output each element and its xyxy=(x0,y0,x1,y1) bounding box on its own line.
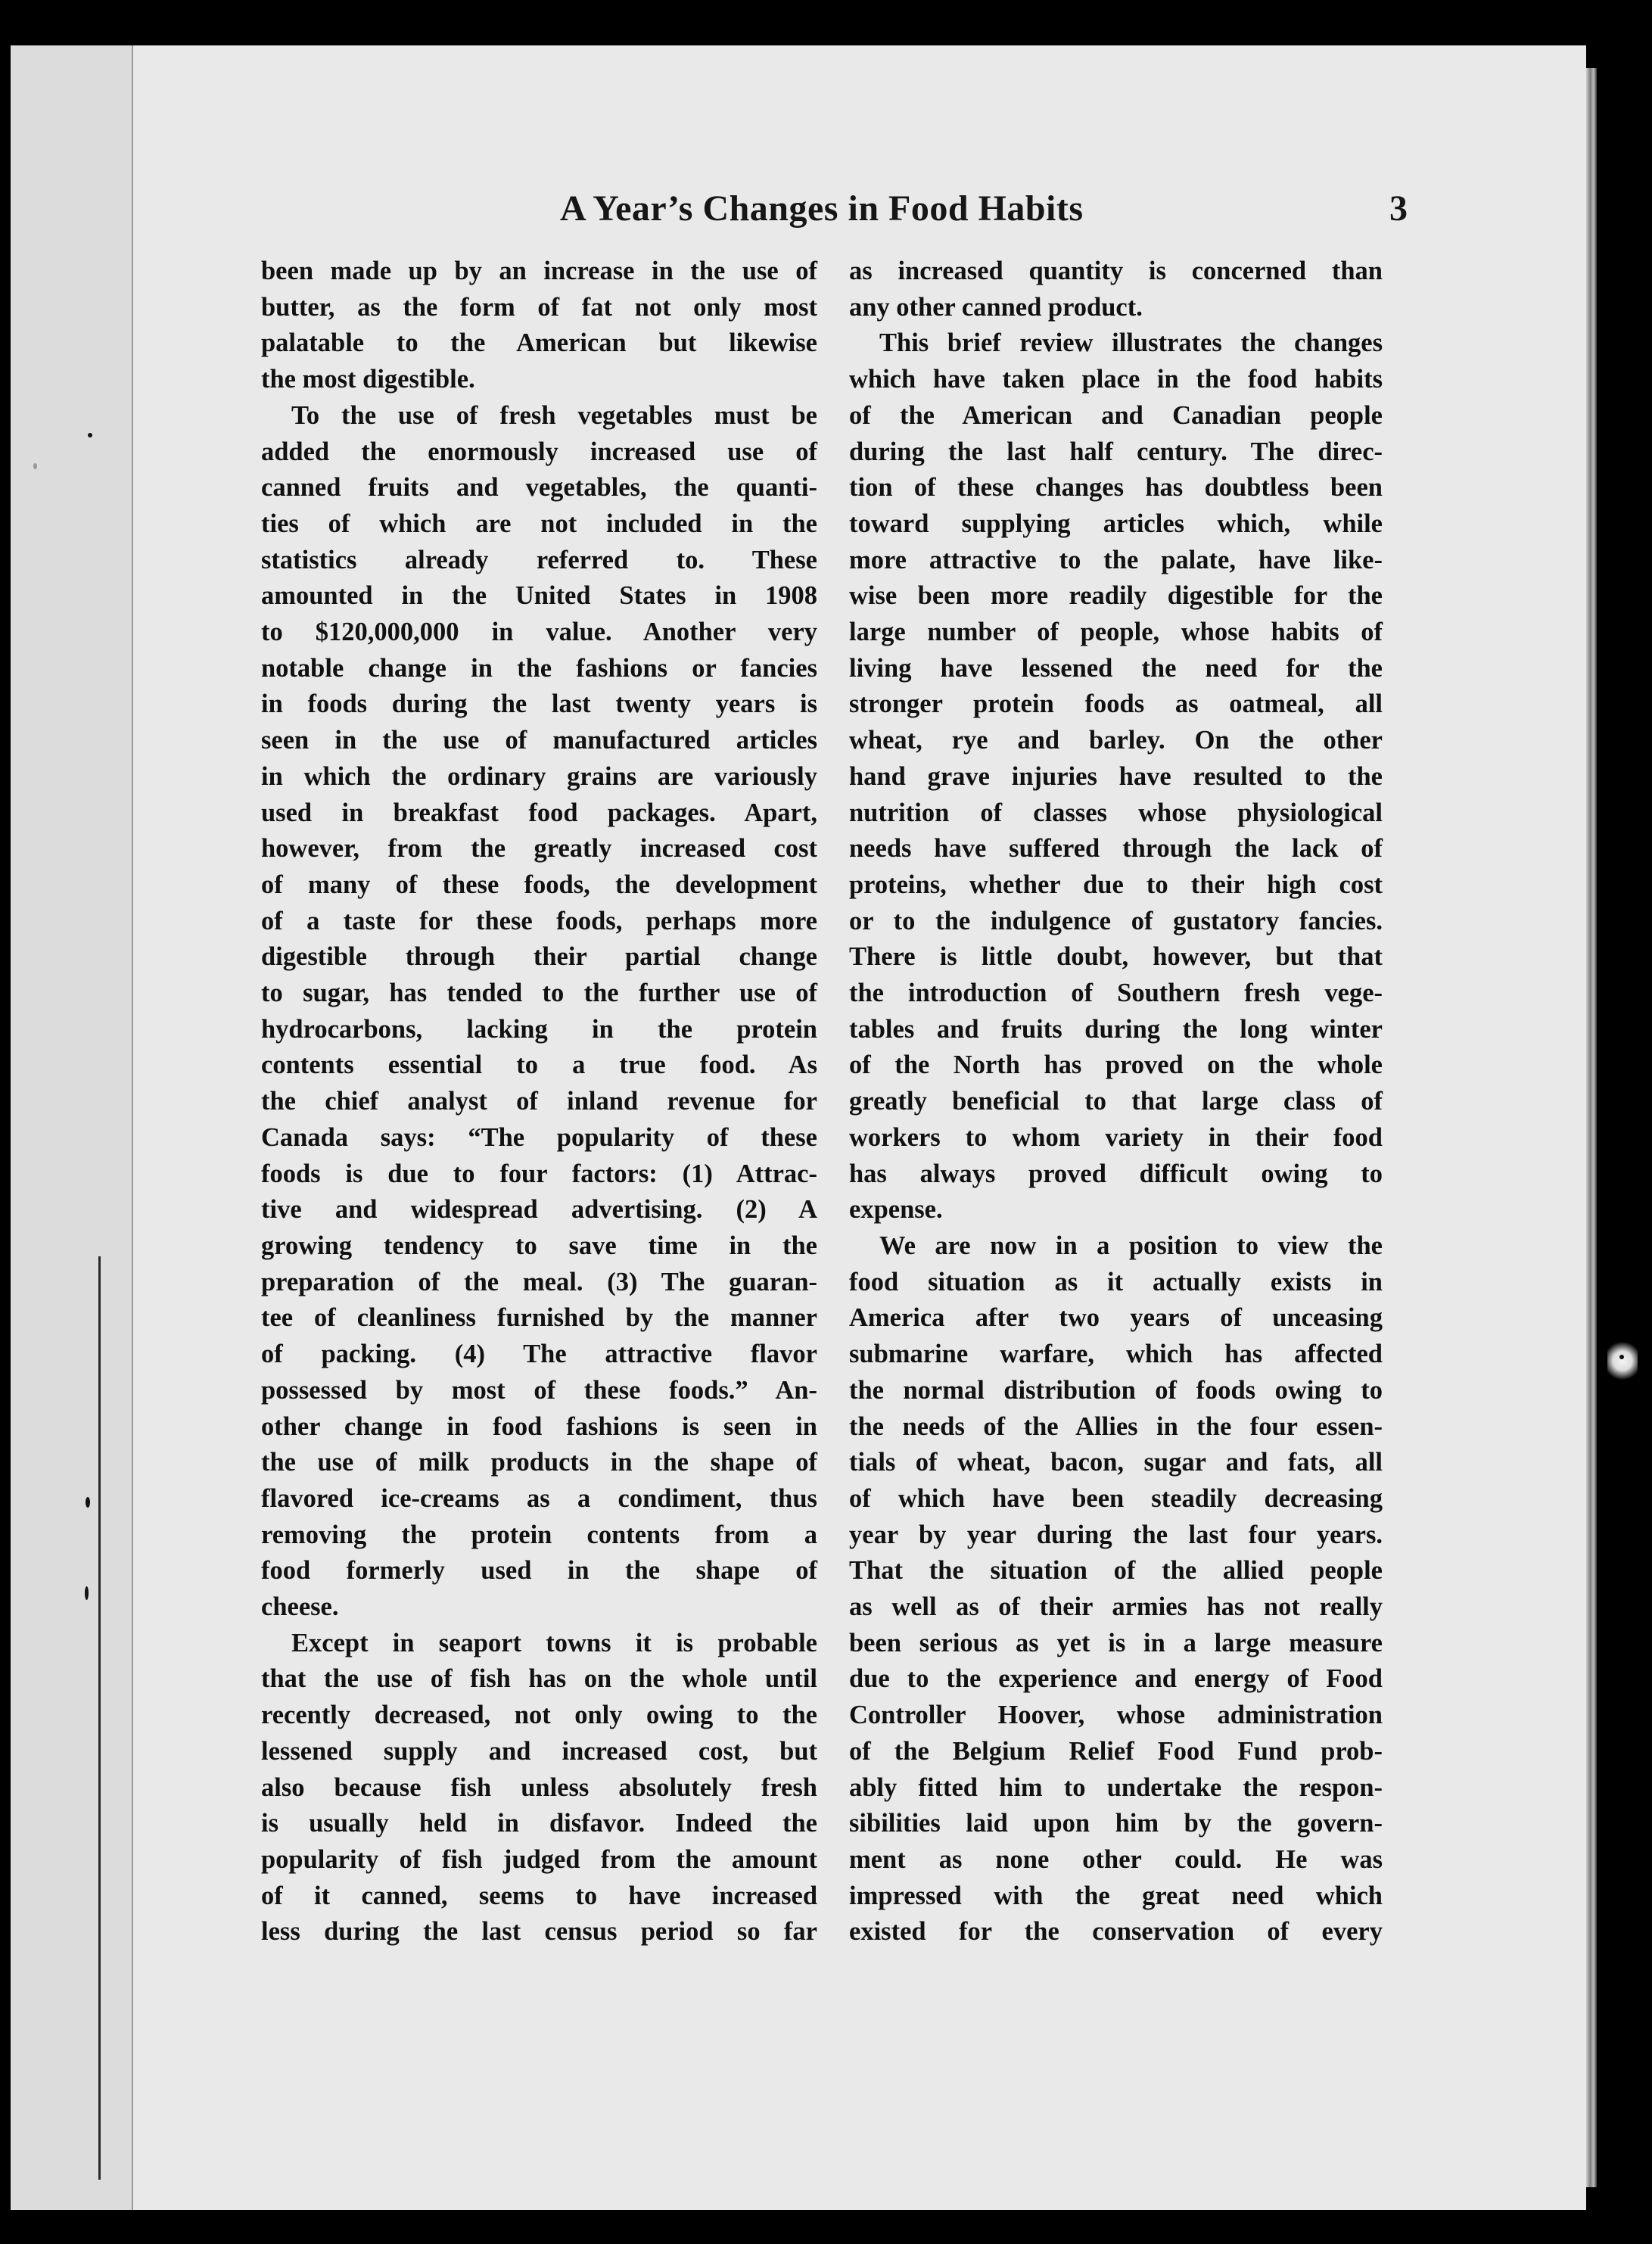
text-line: in foods during the last twenty years is xyxy=(261,689,817,719)
text-line: hydrocarbons, lacking in the protein xyxy=(261,1014,817,1044)
text-line: wise been more readily digestible for the xyxy=(849,581,1383,611)
text-line: tion of these changes has doubtless been xyxy=(849,473,1383,503)
text-line: living have lessened the need for the xyxy=(849,653,1383,683)
text-line: digestible through their partial change xyxy=(261,942,817,972)
text-line: during the last half century. The direc- xyxy=(849,437,1383,466)
text-line: foods is due to four factors: (1) Attrac- xyxy=(261,1159,817,1188)
text-line: of the American and Canadian people xyxy=(849,400,1383,430)
text-line: the introduction of Southern fresh vege- xyxy=(849,979,1383,1008)
text-line: the most digestible. xyxy=(261,365,475,394)
text-line: of it canned, seems to have increased xyxy=(261,1881,817,1910)
text-line: as well as of their armies has not really xyxy=(849,1592,1383,1622)
text-line: tials of wheat, bacon, sugar and fats, all xyxy=(849,1448,1383,1477)
scan-blot xyxy=(1607,1338,1638,1383)
text-line: more attractive to the palate, have like- xyxy=(849,545,1383,574)
text-line: has always proved difficult owing to xyxy=(849,1159,1383,1188)
text-line: of which have been steadily decreasing xyxy=(849,1483,1383,1513)
text-line: however, from the greatly increased cost xyxy=(261,834,817,864)
text-line: Controller Hoover, whose administration xyxy=(849,1701,1383,1730)
text-line: tee of cleanliness furnished by the manner xyxy=(261,1303,817,1333)
text-line: greatly beneficial to that large class of xyxy=(849,1087,1383,1116)
text-line: recently decreased, not only owing to the xyxy=(261,1701,817,1730)
text-line: removing the protein contents from a xyxy=(261,1520,817,1549)
text-line: canned fruits and vegetables, the quanti- xyxy=(261,473,817,503)
text-line: used in breakfast food packages. Apart, xyxy=(261,798,817,827)
text-line: submarine warfare, which has affected xyxy=(849,1340,1383,1369)
text-line: of the North has proved on the whole xyxy=(849,1050,1383,1080)
text-line: the chief analyst of inland revenue for xyxy=(261,1087,817,1116)
text-line: workers to whom variety in their food xyxy=(849,1122,1383,1152)
text-line: butter, as the form of fat not only most xyxy=(261,292,817,322)
text-line: due to the experience and energy of Food xyxy=(849,1664,1383,1694)
gutter-line xyxy=(98,1256,101,2180)
text-line: This brief review illustrates the changes xyxy=(879,328,1383,358)
text-line: food situation as it actually exists in xyxy=(849,1267,1383,1296)
text-line: expense. xyxy=(849,1195,943,1225)
text-line: year by year during the last four years. xyxy=(849,1520,1383,1549)
text-line: the use of milk products in the shape of xyxy=(261,1448,817,1477)
text-line: added the enormously increased use of xyxy=(261,437,817,466)
text-line: as increased quantity is concerned than xyxy=(849,257,1383,285)
text-line: existed for the conservation of every xyxy=(849,1917,1383,1947)
text-line: lessened supply and increased cost, but xyxy=(261,1736,817,1766)
text-line: ties of which are not included in the xyxy=(261,509,817,538)
text-line: notable change in the fashions or fancies xyxy=(261,653,817,683)
text-line: any other canned product. xyxy=(849,292,1143,322)
page-header xyxy=(424,188,1408,241)
text-line: wheat, rye and barley. On the other xyxy=(849,726,1383,755)
text-line: is usually held in disfavor. Indeed the xyxy=(261,1809,817,1838)
text-line: ment as none other could. He was xyxy=(849,1844,1383,1874)
text-line: impressed with the great need which xyxy=(849,1881,1383,1910)
text-line: of the Belgium Relief Food Fund prob- xyxy=(849,1736,1383,1766)
text-line: hand grave injuries have resulted to the xyxy=(849,761,1383,791)
speck xyxy=(88,433,92,437)
text-line: large number of people, whose habits of xyxy=(849,618,1383,647)
text-line: other change in food fashions is seen in xyxy=(261,1411,817,1441)
text-line: to $120,000,000 in value. Another very xyxy=(261,618,817,647)
text-line: in which the ordinary grains are variously xyxy=(261,761,817,791)
left-text-column xyxy=(261,254,817,1950)
page-edge-shadow xyxy=(1586,68,1597,2187)
text-line: America after two years of unceasing xyxy=(849,1303,1383,1333)
text-line: stronger protein foods as oatmeal, all xyxy=(849,689,1383,719)
text-line: growing tendency to save time in the xyxy=(261,1231,817,1260)
text-line: of many of these foods, the development xyxy=(261,870,817,899)
text-line: less during the last census period so far xyxy=(261,1917,817,1947)
page-number: 3 xyxy=(1389,188,1408,229)
text-line: seen in the use of manufactured articles xyxy=(261,726,817,755)
text-line: needs have suffered through the lack of xyxy=(849,834,1383,864)
text-line: toward supplying articles which, while xyxy=(849,509,1383,538)
speck xyxy=(1619,1355,1624,1359)
text-line: been made up by an increase in the use of xyxy=(261,257,817,285)
speck xyxy=(86,1497,90,1508)
running-title: A Year’s Changes in Food Habits xyxy=(560,188,1084,229)
text-line: cheese. xyxy=(261,1592,339,1622)
text-line: popularity of fish judged from the amount xyxy=(261,1844,817,1874)
text-line: preparation of the meal. (3) The guaran- xyxy=(261,1267,817,1296)
speck xyxy=(85,1586,89,1600)
text-line: the normal distribution of foods owing to xyxy=(849,1375,1383,1405)
text-line: that the use of fish has on the whole until xyxy=(261,1664,817,1694)
text-line: palatable to the American but likewise xyxy=(261,328,817,358)
text-line: tables and fruits during the long winter xyxy=(849,1014,1383,1044)
text-line: To the use of fresh vegetables must be xyxy=(291,400,817,430)
text-line: food formerly used in the shape of xyxy=(261,1556,817,1586)
facing-page-edge xyxy=(11,45,133,2210)
text-line: amounted in the United States in 1908 xyxy=(261,581,817,611)
text-line: nutrition of classes whose physiological xyxy=(849,798,1383,827)
text-line: possessed by most of these foods.” An- xyxy=(261,1375,817,1405)
text-line: statistics already referred to. These xyxy=(261,545,817,574)
text-line: We are now in a position to view the xyxy=(879,1231,1383,1260)
text-line: contents essential to a true food. As xyxy=(261,1050,817,1080)
text-line: which have taken place in the food habits xyxy=(849,365,1383,394)
text-line: There is little doubt, however, but that xyxy=(849,942,1383,972)
text-line: of a taste for these foods, perhaps more xyxy=(261,906,817,935)
right-text-column xyxy=(849,254,1383,1950)
text-line: also because fish unless absolutely fresh xyxy=(261,1772,817,1802)
text-line: flavored ice-creams as a condiment, thus xyxy=(261,1483,817,1513)
text-line: Canada says: “The popularity of these xyxy=(261,1122,817,1152)
text-line: to sugar, has tended to the further use of xyxy=(261,979,817,1008)
text-line: Except in seaport towns it is probable xyxy=(291,1628,817,1657)
text-line: tive and widespread advertising. (2) A xyxy=(261,1195,817,1225)
text-line: or to the indulgence of gustatory fancies. xyxy=(849,906,1383,935)
text-line: ably fitted him to undertake the respon- xyxy=(849,1772,1383,1802)
text-line: been serious as yet is in a large measure xyxy=(849,1628,1383,1657)
text-line: the needs of the Allies in the four essen- xyxy=(849,1411,1383,1441)
text-line: of packing. (4) The attractive flavor xyxy=(261,1340,817,1369)
text-line: proteins, whether due to their high cost xyxy=(849,870,1383,899)
speck xyxy=(33,463,37,469)
text-line: That the situation of the allied people xyxy=(849,1556,1383,1586)
text-line: sibilities laid upon him by the govern- xyxy=(849,1809,1383,1838)
